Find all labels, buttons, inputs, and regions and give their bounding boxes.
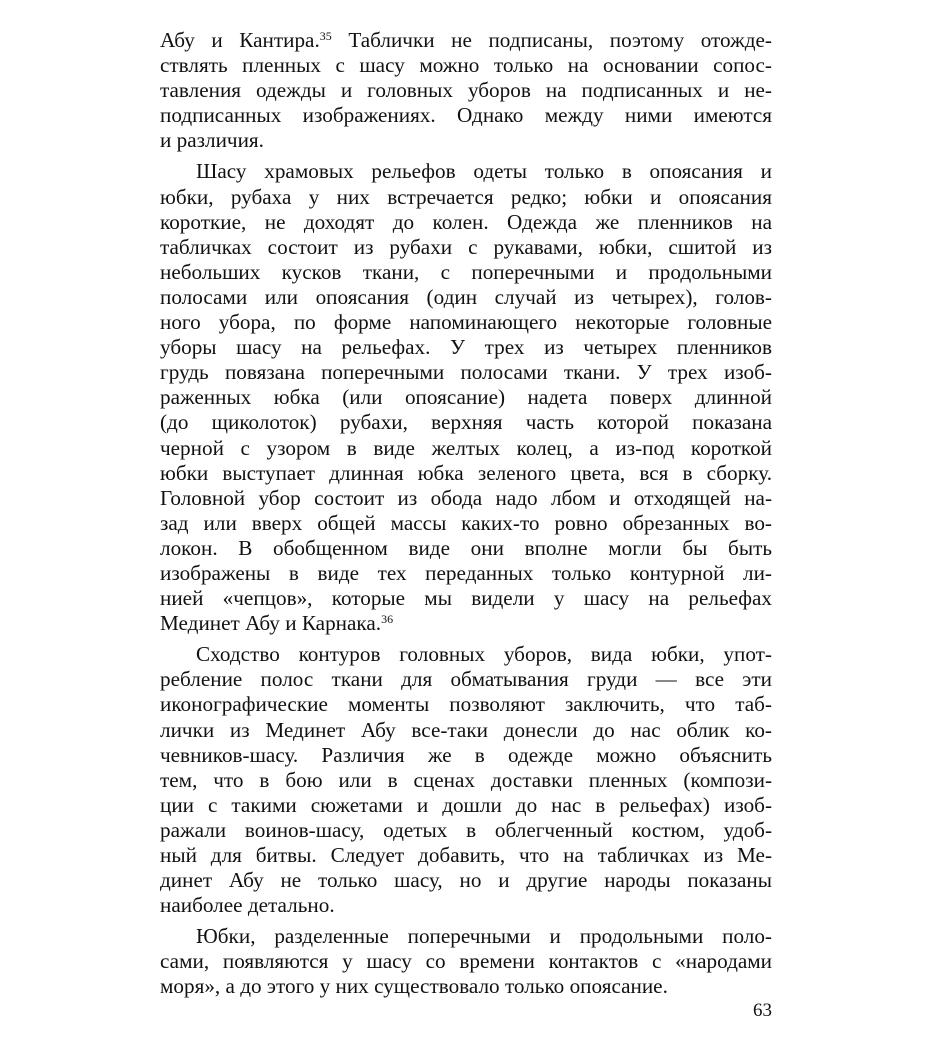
text-line xyxy=(160,768,772,793)
line-text: юбки, рубаха у них встречается редко; юбки и опоясания xyxy=(160,184,772,209)
line-text: ражали воинов-шасу, одетых в облегченный костюм, удоб- xyxy=(160,817,772,842)
text-line xyxy=(160,335,772,360)
line-text: небольших кусков ткани, с поперечными и продольными xyxy=(160,259,772,284)
line-text: Головной убор состоит из обода надо лбом и отходящей на- xyxy=(160,485,772,510)
text-line xyxy=(160,385,772,410)
text-line xyxy=(160,53,772,78)
text-line xyxy=(160,743,772,768)
paragraph xyxy=(160,924,772,999)
text-line xyxy=(160,128,772,153)
line-text: юбки выступает длинная юбка зеленого цвета, вся в сборку. xyxy=(160,460,772,485)
line-text: ного убора, по форме напоминающего некоторые головные xyxy=(160,310,772,335)
line-text: лички из Мединет Абу все-таки донесли до нас облик ко- xyxy=(160,717,772,742)
line-text: полосами или опоясания (один случай из четырех), голов- xyxy=(160,284,772,309)
line-text: раженных юбка (или опоясание) надета поверх длинной xyxy=(160,385,772,410)
line-text: грудь повязана поперечными полосами ткани. У трех изоб- xyxy=(160,360,772,385)
text-line xyxy=(160,210,772,235)
body-text xyxy=(160,28,772,1000)
text-line xyxy=(160,924,772,949)
text-line xyxy=(160,793,772,818)
text-line xyxy=(160,586,772,611)
footnote-reference: 35 xyxy=(319,29,332,43)
paragraph xyxy=(160,642,772,918)
line-text: Абу и Кантира. xyxy=(160,28,320,52)
line-text: наиболее детально. xyxy=(160,893,335,918)
text-line xyxy=(160,486,772,511)
text-line xyxy=(160,410,772,435)
line-text: зад или вверх общей массы каких-то ровно обрезанных во- xyxy=(160,510,772,535)
line-text: ции с такими сюжетами и дошли до нас в рельефах) изоб- xyxy=(160,792,772,817)
text-line xyxy=(160,28,772,53)
text-line xyxy=(160,893,772,918)
paragraph xyxy=(160,159,772,636)
text-line xyxy=(160,159,772,184)
line-text: чевников-шасу. Различия же в одежде можно объяснить xyxy=(160,742,772,767)
line-text: Юбки, разделенные поперечными и продольными поло- xyxy=(196,924,772,949)
line-text: (до щиколоток) рубахи, верхняя часть которой показана xyxy=(160,410,772,435)
text-line xyxy=(160,310,772,335)
line-text: динет Абу не только шасу, но и другие народы показаны xyxy=(160,868,772,893)
text-line xyxy=(160,436,772,461)
text-line xyxy=(160,667,772,692)
text-line xyxy=(160,868,772,893)
line-text: изображены в виде тех переданных только контурной ли- xyxy=(160,560,772,585)
text-line xyxy=(160,461,772,486)
line-text: тем, что в бою или в сценах доставки пленных (компози- xyxy=(160,767,772,792)
text-line xyxy=(160,692,772,717)
line-text: тавления одежды и головных уборов на подписанных и не- xyxy=(160,78,772,103)
text-line xyxy=(160,235,772,260)
text-line xyxy=(160,360,772,385)
line-text: нией «чепцов», которые мы видели у шасу на рельефах xyxy=(160,586,772,611)
line-text: табличках состоит из рубахи с рукавами, юбки, сшитой из xyxy=(160,234,772,259)
text-line xyxy=(160,285,772,310)
line-text: ствлять пленных с шасу можно только на основании сопос- xyxy=(160,53,772,78)
line-text: локон. В обобщенном виде они вполне могли бы быть xyxy=(160,535,772,560)
text-line xyxy=(160,818,772,843)
text-line xyxy=(160,561,772,586)
page-number: 63 xyxy=(753,1000,772,1021)
line-text: короткие, не доходят до колен. Одежда же пленников на xyxy=(160,209,772,234)
text-line xyxy=(160,642,772,667)
line-text: ный для битвы. Следует добавить, что на табличках из Ме- xyxy=(160,843,772,867)
line-text: уборы шасу на рельефах. У трех из четырех пленников xyxy=(160,335,772,360)
line-text: ребление полос ткани для обматывания груди — все эти xyxy=(160,667,772,692)
text-line xyxy=(160,260,772,285)
line-text: Шасу храмовых рельефов одеты только в опоясания и xyxy=(196,159,772,184)
text-line xyxy=(160,843,772,868)
line-text: сами, появляются у шасу со времени контактов с «народами xyxy=(160,949,772,974)
text-line xyxy=(160,78,772,103)
text-line xyxy=(160,103,772,128)
text-line xyxy=(160,536,772,561)
line-text: подписанных изображениях. Однако между ними имеются xyxy=(160,103,772,128)
line-text: моря», а до этого у них существовало только опоясание. xyxy=(160,974,668,999)
line-text: Таблички не подписаны, поэтому отожде- xyxy=(331,28,772,52)
text-line xyxy=(160,974,772,999)
line-text: черной с узором в виде желтых колец, а из-под короткой xyxy=(160,435,772,460)
text-line xyxy=(160,511,772,536)
footnote-reference: 36 xyxy=(381,612,394,627)
text-line xyxy=(160,611,772,636)
line-text: Сходство контуров головных уборов, вида юбки, упот- xyxy=(196,642,772,667)
line-text: иконографические моменты позволяют заключить, что таб- xyxy=(160,692,772,717)
line-text: Мединет Абу и Карнака. xyxy=(160,611,382,636)
paragraph xyxy=(160,28,772,153)
line-text: и различия. xyxy=(160,128,264,153)
text-line xyxy=(160,185,772,210)
text-line xyxy=(160,949,772,974)
text-line xyxy=(160,718,772,743)
